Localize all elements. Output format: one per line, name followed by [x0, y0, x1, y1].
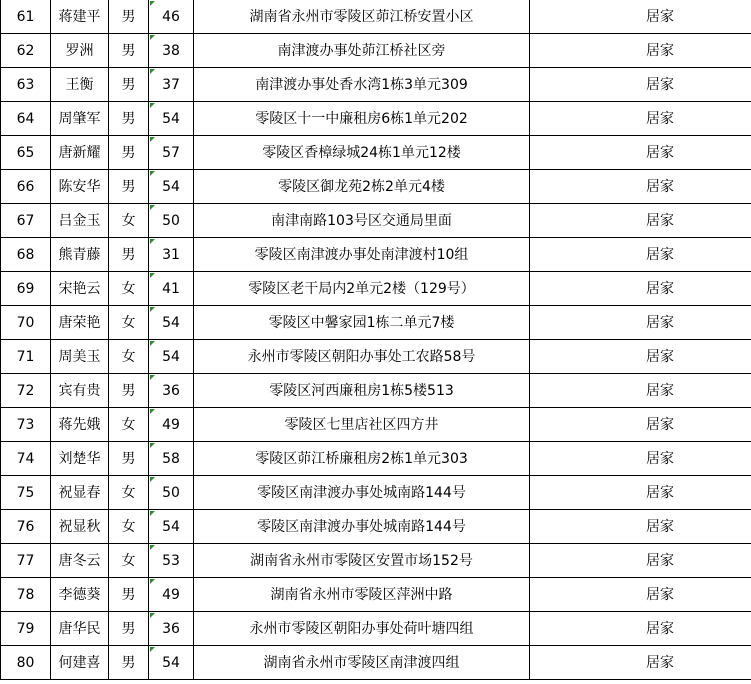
table-row — [1, 340, 751, 374]
sex-text: 男 — [121, 586, 136, 603]
row-number-cell — [1, 340, 51, 374]
table-row — [1, 34, 751, 68]
name-cell — [51, 374, 109, 408]
sex-text: 男 — [121, 382, 136, 399]
address-text: 永州市零陵区朝阳办事处工农路58号 — [247, 348, 476, 365]
status-cell — [530, 340, 751, 374]
address-text: 零陵区老干局内2单元2楼（129号） — [248, 280, 475, 297]
age-cell — [149, 476, 194, 510]
status-text: 居家 — [646, 348, 674, 365]
name-cell — [51, 510, 109, 544]
sex-cell — [109, 0, 149, 34]
status-text: 居家 — [646, 416, 674, 433]
age-text: 46 — [162, 8, 180, 25]
sex-cell — [109, 170, 149, 204]
table-row — [1, 612, 751, 646]
sex-cell — [109, 408, 149, 442]
name-text: 宾有贵 — [58, 382, 101, 399]
address-cell — [194, 34, 530, 68]
row-number-cell — [1, 170, 51, 204]
address-text: 零陵区御龙苑2栋2单元4楼 — [278, 178, 445, 195]
table-row — [1, 476, 751, 510]
table-row — [1, 136, 751, 170]
status-text: 居家 — [646, 314, 674, 331]
status-cell — [530, 646, 751, 680]
address-cell — [194, 136, 530, 170]
address-text: 湖南省永州市零陵区茆江桥安置小区 — [249, 8, 474, 25]
row-number-cell — [1, 238, 51, 272]
row-number-cell — [1, 442, 51, 476]
address-text: 零陵区南津渡办事处南津渡村10组 — [254, 246, 469, 263]
row-number-text: 70 — [16, 314, 35, 331]
age-cell — [149, 136, 194, 170]
sex-cell — [109, 510, 149, 544]
address-text: 零陵区中馨家园1栋二单元7楼 — [268, 314, 455, 331]
table-row — [1, 170, 751, 204]
status-text: 居家 — [646, 76, 674, 93]
status-text: 居家 — [646, 212, 674, 229]
address-text: 零陵区香樟绿城24栋1单元12楼 — [262, 144, 461, 161]
table-row — [1, 68, 751, 102]
age-cell — [149, 170, 194, 204]
sex-cell — [109, 34, 149, 68]
row-number-cell — [1, 544, 51, 578]
row-number-text: 69 — [16, 280, 35, 297]
table-row — [1, 204, 751, 238]
address-cell — [194, 408, 530, 442]
sex-cell — [109, 136, 149, 170]
row-number-cell — [1, 374, 51, 408]
cell-comment-marker-icon — [150, 103, 155, 108]
row-number-text: 80 — [16, 654, 35, 671]
row-number-text: 68 — [16, 246, 35, 263]
age-cell — [149, 544, 194, 578]
status-cell — [530, 476, 751, 510]
sex-text: 男 — [121, 76, 136, 93]
status-text: 居家 — [646, 620, 674, 637]
status-cell — [530, 0, 751, 34]
status-cell — [530, 510, 751, 544]
sex-cell — [109, 204, 149, 238]
table-row — [1, 102, 751, 136]
row-number-text: 73 — [16, 416, 35, 433]
status-text: 居家 — [646, 246, 674, 263]
sex-text: 男 — [121, 450, 136, 467]
name-text: 宋艳云 — [58, 280, 101, 297]
row-number-cell — [1, 476, 51, 510]
address-cell — [194, 238, 530, 272]
age-cell — [149, 578, 194, 612]
row-number-text: 65 — [16, 144, 35, 161]
sex-text: 女 — [121, 212, 136, 229]
age-cell — [149, 204, 194, 238]
address-text: 零陵区南津渡办事处城南路144号 — [257, 484, 466, 501]
name-text: 熊青藤 — [58, 246, 101, 263]
age-cell — [149, 238, 194, 272]
age-text: 53 — [162, 552, 180, 569]
row-number-text: 72 — [16, 382, 35, 399]
name-text: 陈安华 — [58, 178, 101, 195]
row-number-cell — [1, 68, 51, 102]
sex-text: 男 — [121, 42, 136, 59]
age-cell — [149, 0, 194, 34]
age-cell — [149, 510, 194, 544]
table-row — [1, 238, 751, 272]
name-cell — [51, 612, 109, 646]
cell-comment-marker-icon — [150, 205, 155, 210]
address-cell — [194, 612, 530, 646]
name-text: 蒋先娥 — [58, 416, 101, 433]
age-text: 50 — [162, 484, 180, 501]
address-text: 湖南省永州市零陵区安置市场152号 — [250, 552, 473, 569]
status-text: 居家 — [646, 280, 674, 297]
status-text: 居家 — [646, 178, 674, 195]
name-cell — [51, 68, 109, 102]
row-number-cell — [1, 612, 51, 646]
cell-comment-marker-icon — [150, 239, 155, 244]
name-text: 蒋建平 — [58, 8, 101, 25]
cell-comment-marker-icon — [150, 1, 155, 6]
age-cell — [149, 306, 194, 340]
age-cell — [149, 102, 194, 136]
age-text: 37 — [162, 76, 180, 93]
sex-text: 女 — [121, 552, 136, 569]
address-cell — [194, 170, 530, 204]
table-row — [1, 0, 751, 34]
age-cell — [149, 272, 194, 306]
cell-comment-marker-icon — [150, 511, 155, 516]
row-number-cell — [1, 34, 51, 68]
table-row — [1, 374, 751, 408]
sex-text: 男 — [121, 178, 136, 195]
row-number-text: 76 — [16, 518, 35, 535]
name-text: 王衡 — [65, 76, 94, 93]
table-row — [1, 646, 751, 680]
address-cell — [194, 544, 530, 578]
row-number-text: 61 — [16, 8, 35, 25]
age-text: 54 — [162, 110, 180, 127]
sex-text: 男 — [121, 246, 136, 263]
name-cell — [51, 0, 109, 34]
cell-comment-marker-icon — [150, 341, 155, 346]
age-cell — [149, 374, 194, 408]
address-cell — [194, 0, 530, 34]
sex-text: 女 — [121, 484, 136, 501]
sex-cell — [109, 476, 149, 510]
row-number-cell — [1, 408, 51, 442]
row-number-text: 71 — [16, 348, 35, 365]
sex-cell — [109, 68, 149, 102]
row-number-text: 78 — [16, 586, 35, 603]
status-text: 居家 — [646, 450, 674, 467]
address-text: 湖南省永州市零陵区南津渡四组 — [263, 654, 460, 671]
row-number-cell — [1, 0, 51, 34]
address-cell — [194, 646, 530, 680]
table-row — [1, 272, 751, 306]
cell-comment-marker-icon — [150, 409, 155, 414]
sex-cell — [109, 612, 149, 646]
age-text: 41 — [162, 280, 180, 297]
age-text: 50 — [162, 212, 180, 229]
address-cell — [194, 272, 530, 306]
sex-cell — [109, 374, 149, 408]
sex-cell — [109, 544, 149, 578]
address-cell — [194, 102, 530, 136]
sex-cell — [109, 102, 149, 136]
name-cell — [51, 238, 109, 272]
status-text: 居家 — [646, 110, 674, 127]
status-cell — [530, 408, 751, 442]
name-text: 何建喜 — [58, 654, 101, 671]
row-number-text: 67 — [16, 212, 35, 229]
name-cell — [51, 340, 109, 374]
age-text: 49 — [162, 416, 180, 433]
name-text: 李德葵 — [58, 586, 101, 603]
name-text: 罗洲 — [65, 42, 94, 59]
row-number-text: 75 — [16, 484, 35, 501]
age-text: 54 — [162, 654, 180, 671]
name-text: 刘楚华 — [58, 450, 101, 467]
row-number-cell — [1, 204, 51, 238]
name-cell — [51, 34, 109, 68]
status-cell — [530, 204, 751, 238]
sex-cell — [109, 306, 149, 340]
status-cell — [530, 238, 751, 272]
table-row — [1, 442, 751, 476]
status-cell — [530, 68, 751, 102]
address-text: 湖南省永州市零陵区萍洲中路 — [270, 586, 453, 603]
name-text: 唐荣艳 — [58, 314, 101, 331]
sex-text: 女 — [121, 314, 136, 331]
status-cell — [530, 102, 751, 136]
status-cell — [530, 544, 751, 578]
row-number-text: 77 — [16, 552, 35, 569]
sex-text: 男 — [121, 8, 136, 25]
age-cell — [149, 68, 194, 102]
table-row — [1, 544, 751, 578]
cell-comment-marker-icon — [150, 443, 155, 448]
address-cell — [194, 306, 530, 340]
cell-comment-marker-icon — [150, 613, 155, 618]
status-text: 居家 — [646, 42, 674, 59]
age-text: 58 — [162, 450, 180, 467]
name-cell — [51, 544, 109, 578]
status-text: 居家 — [646, 552, 674, 569]
sex-cell — [109, 340, 149, 374]
status-text: 居家 — [646, 654, 674, 671]
age-text: 54 — [162, 314, 180, 331]
sex-cell — [109, 272, 149, 306]
age-text: 36 — [162, 620, 180, 637]
address-cell — [194, 68, 530, 102]
status-text: 居家 — [646, 382, 674, 399]
cell-comment-marker-icon — [150, 545, 155, 550]
address-text: 永州市零陵区朝阳办事处荷叶塘四组 — [249, 620, 474, 637]
address-text: 南津渡办事处茆江桥社区旁 — [277, 42, 446, 59]
row-number-text: 64 — [16, 110, 35, 127]
cell-comment-marker-icon — [150, 69, 155, 74]
status-text: 居家 — [646, 8, 674, 25]
address-text: 零陵区七里店社区四方井 — [284, 416, 439, 433]
row-number-text: 63 — [16, 76, 35, 93]
sex-text: 女 — [121, 416, 136, 433]
row-number-cell — [1, 646, 51, 680]
name-text: 周美玉 — [58, 348, 101, 365]
age-text: 54 — [162, 178, 180, 195]
sex-text: 女 — [121, 518, 136, 535]
row-number-text: 74 — [16, 450, 35, 467]
status-cell — [530, 306, 751, 340]
sex-text: 男 — [121, 654, 136, 671]
sex-text: 男 — [121, 110, 136, 127]
cell-comment-marker-icon — [150, 579, 155, 584]
age-cell — [149, 34, 194, 68]
status-text: 居家 — [646, 484, 674, 501]
cell-comment-marker-icon — [150, 137, 155, 142]
cell-comment-marker-icon — [150, 477, 155, 482]
row-number-text: 79 — [16, 620, 35, 637]
table-row — [1, 510, 751, 544]
address-text: 南津渡办事处香水湾1栋3单元309 — [255, 76, 468, 93]
age-cell — [149, 646, 194, 680]
name-cell — [51, 476, 109, 510]
name-cell — [51, 136, 109, 170]
row-number-cell — [1, 136, 51, 170]
sex-cell — [109, 238, 149, 272]
address-cell — [194, 204, 530, 238]
name-cell — [51, 170, 109, 204]
status-text: 居家 — [646, 518, 674, 535]
name-cell — [51, 646, 109, 680]
name-cell — [51, 102, 109, 136]
age-text: 57 — [162, 144, 180, 161]
status-text: 居家 — [646, 586, 674, 603]
age-text: 31 — [162, 246, 180, 263]
sex-cell — [109, 442, 149, 476]
status-cell — [530, 612, 751, 646]
table-row — [1, 408, 751, 442]
sex-text: 女 — [121, 280, 136, 297]
sex-cell — [109, 578, 149, 612]
status-cell — [530, 272, 751, 306]
name-text: 吕金玉 — [58, 212, 101, 229]
cell-comment-marker-icon — [150, 35, 155, 40]
name-text: 周肇军 — [58, 110, 101, 127]
status-cell — [530, 578, 751, 612]
age-text: 54 — [162, 518, 180, 535]
age-cell — [149, 408, 194, 442]
address-cell — [194, 510, 530, 544]
age-cell — [149, 612, 194, 646]
address-cell — [194, 374, 530, 408]
name-cell — [51, 442, 109, 476]
status-cell — [530, 374, 751, 408]
records-table-body — [1, 0, 751, 680]
status-cell — [530, 34, 751, 68]
name-cell — [51, 306, 109, 340]
name-text: 唐华民 — [58, 620, 101, 637]
age-text: 36 — [162, 382, 180, 399]
cell-comment-marker-icon — [150, 375, 155, 380]
name-text: 唐冬云 — [58, 552, 101, 569]
cell-comment-marker-icon — [150, 273, 155, 278]
sex-text: 男 — [121, 620, 136, 637]
name-cell — [51, 204, 109, 238]
age-cell — [149, 340, 194, 374]
cell-comment-marker-icon — [150, 171, 155, 176]
sex-text: 女 — [121, 348, 136, 365]
table-row — [1, 578, 751, 612]
age-text: 49 — [162, 586, 180, 603]
row-number-cell — [1, 102, 51, 136]
status-text: 居家 — [646, 144, 674, 161]
cell-comment-marker-icon — [150, 647, 155, 652]
age-cell — [149, 442, 194, 476]
address-cell — [194, 340, 530, 374]
status-cell — [530, 442, 751, 476]
address-text: 零陵区茆江桥廉租房2栋1单元303 — [255, 450, 468, 467]
address-text: 零陵区河西廉租房1栋5楼513 — [269, 382, 454, 399]
cell-comment-marker-icon — [150, 307, 155, 312]
age-text: 38 — [162, 42, 180, 59]
status-cell — [530, 170, 751, 204]
address-text: 零陵区南津渡办事处城南路144号 — [257, 518, 466, 535]
row-number-cell — [1, 578, 51, 612]
row-number-cell — [1, 510, 51, 544]
age-text: 54 — [162, 348, 180, 365]
table-row — [1, 306, 751, 340]
sex-text: 男 — [121, 144, 136, 161]
row-number-cell — [1, 306, 51, 340]
name-text: 祝显春 — [58, 484, 101, 501]
status-cell — [530, 136, 751, 170]
sex-cell — [109, 646, 149, 680]
row-number-cell — [1, 272, 51, 306]
name-text: 祝显秋 — [58, 518, 101, 535]
row-number-text: 62 — [16, 42, 35, 59]
name-cell — [51, 272, 109, 306]
address-cell — [194, 442, 530, 476]
address-cell — [194, 578, 530, 612]
address-text: 零陵区十一中廉租房6栋1单元202 — [255, 110, 468, 127]
name-cell — [51, 408, 109, 442]
address-cell — [194, 476, 530, 510]
row-number-text: 66 — [16, 178, 35, 195]
address-text: 南津南路103号区交通局里面 — [271, 212, 452, 229]
name-text: 唐新耀 — [58, 144, 101, 161]
name-cell — [51, 578, 109, 612]
